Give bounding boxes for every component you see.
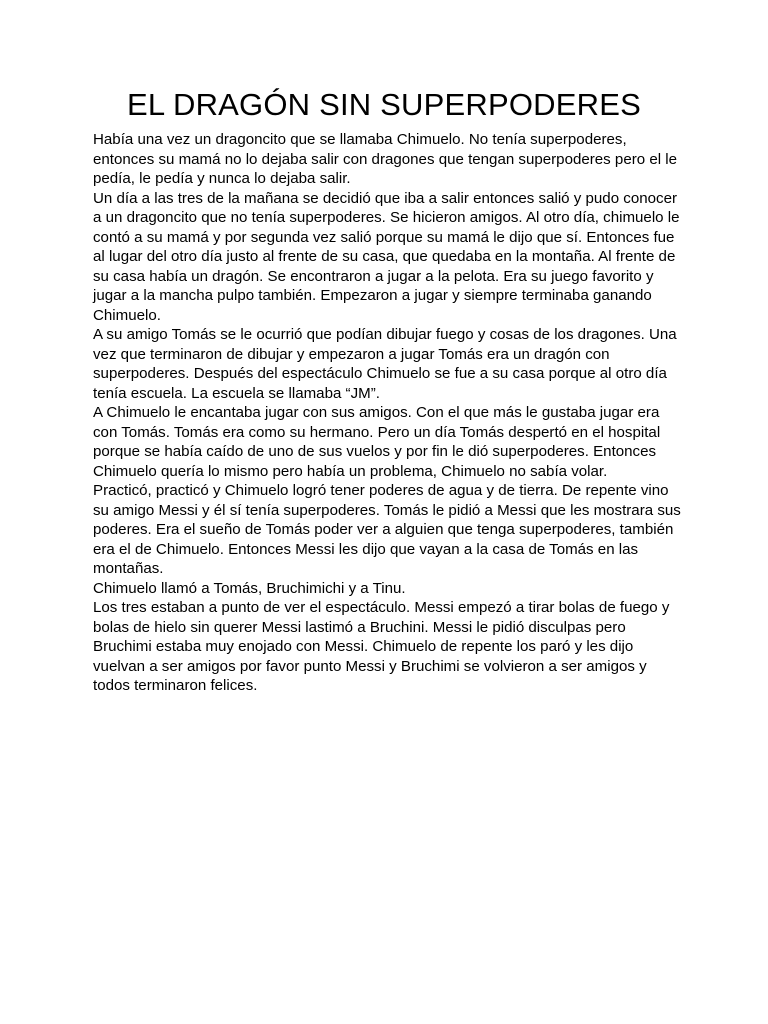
- document-body: [93, 130, 683, 696]
- paragraph: Había una vez un dragoncito que se llamaba Chimuelo. No tenía superpoderes, entonces su mamá no lo dejaba salir con dragones que tengan superpoderes pero el le pedía, le pedía y nunca lo dejaba salir.: [93, 131, 678, 187]
- paragraph: Los tres estaban a punto de ver el espectáculo. Messi empezó a tirar bolas de fuego y bolas de hielo sin querer Messi lastimó a Bruchini. Messi le pidió disculpas pero Bruchimi estaba muy enojado con Messi. Chimuelo de repente los paró y les dijo vuelvan a ser amigos por favor punto Messi y Bruchimi se volvieron a ser amigos y todos terminaron felices.: [93, 599, 670, 694]
- paragraph: Un día a las tres de la mañana se decidió que iba a salir entonces salió y pudo conocer a un dragoncito que no tenía superpoderes. Se hicieron amigos. Al otro día, chimuelo le contó a su mamá y por segunda vez salió porque su mamá le dijo que sí. Entonces fue al lugar del otro día justo al frente de su casa, que quedaba en la montaña. Al frente de su casa había un dragón. Se encontraron a jugar a la pelota. Era su juego favorito y jugar a la mancha pulpo también. Empezaron a jugar y siempre terminaba ganando Chimuelo.: [93, 189, 680, 324]
- paragraph: A Chimuelo le encantaba jugar con sus amigos. Con el que más le gustaba jugar era con Tomás. Tomás era como su hermano. Pero un día Tomás despertó en el hospital porque se había caído de uno de sus vuelos y por fin le dió superpoderes. Entonces Chimuelo quería lo mismo pero había un problema, Chimuelo no sabía volar.: [93, 404, 661, 480]
- paragraph: Practicó, practicó y Chimuelo logró tener poderes de agua y de tierra. De repente vino su amigo Messi y él sí tenía superpoderes. Tomás le pidió a Messi que les mostrara sus poderes. Era el sueño de Tomás poder ver a alguien que tenga superpoderes, también era el de Chimuelo. Entonces Messi les dijo que vayan a la casa de Tomás en las montañas.: [93, 482, 681, 577]
- paragraph: Chimuelo llamó a Tomás, Bruchimichi y a Tinu.: [93, 579, 406, 597]
- document-title: EL DRAGÓN SIN SUPERPODERES: [127, 87, 641, 122]
- paragraph: A su amigo Tomás se le ocurrió que podían dibujar fuego y cosas de los dragones. Una vez que terminaron de dibujar y empezaron a jugar Tomás era un dragón con superpoderes. Después del espectáculo Chimuelo se fue a su casa porque al otro día tenía escuela. La escuela se llamaba “JM”.: [93, 326, 677, 402]
